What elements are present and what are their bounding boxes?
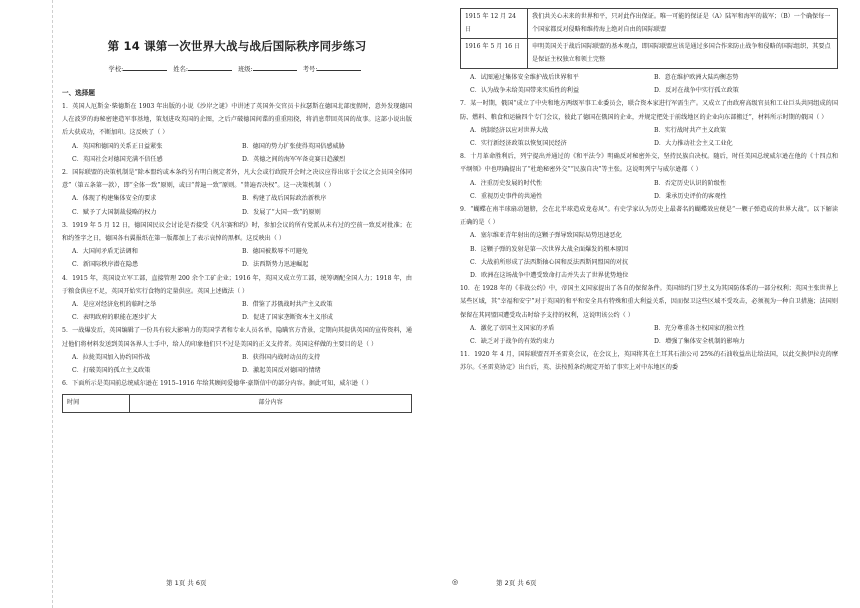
option-group bbox=[460, 229, 838, 282]
option-b[interactable]: B．获得国内战时动员的支持 bbox=[242, 353, 321, 361]
option-c[interactable]: C．赋予了大国制裁侵略的权力 bbox=[72, 208, 157, 216]
question-10 bbox=[460, 282, 838, 348]
option-a[interactable]: A．是应对经济危机的临时之举 bbox=[72, 301, 157, 309]
page-divider-symbol: ◎ bbox=[452, 578, 459, 586]
option-group bbox=[62, 192, 412, 218]
question-6 bbox=[62, 377, 412, 413]
option-b[interactable]: B．德国的势力扩张使得英国倍感威胁 bbox=[242, 142, 345, 150]
option-a[interactable]: A．统制经济以应对世界大战 bbox=[470, 126, 549, 134]
option-c[interactable]: C．重视历史事件的共通性 bbox=[470, 192, 543, 200]
option-a[interactable]: A．大国间矛盾无法调和 bbox=[72, 248, 138, 256]
table-row bbox=[461, 9, 838, 39]
table-cell-time: 1915 年 12 月 24 日 bbox=[461, 9, 528, 39]
school-blank[interactable] bbox=[123, 70, 167, 71]
question-stem: 5．一战爆发后，英国编辑了一份具有较大影响力的美国学者和专业人员名单，隐瞒官方背景，定期向其提供英国的宣传资料，通过他们将材料发送到美国各界人士手中，给人的印象他们只不过是美国的正义支持者。英国这样做的主要目的是（ ） bbox=[62, 327, 412, 348]
option-d[interactable]: D．反对在战争中实行孤立政策 bbox=[654, 87, 739, 95]
option-b[interactable]: B．德国被欺辱不可避免 bbox=[242, 248, 308, 256]
option-c[interactable]: C．实行新经济政策以恢复国民经济 bbox=[470, 140, 567, 148]
option-b[interactable]: B．意在维护欧洲大陆均衡态势 bbox=[654, 74, 739, 81]
option-d[interactable]: D．发展了“大国一致”的原则 bbox=[242, 208, 321, 216]
question-stem: 10．在 1928 年的《非战公约》中，帝国主义国家提出了各自的保留条件。美国缔约门罗主义为其国防体系的一部分权利；英国主张世界上某些区域，其“幸福和安宁”对于英国的和平和安全具有特殊和重大利益关系，因而保卫这些区域不受攻击，必须视为一种自卫措施；法国则保留在其同盟国遭受攻击时给予支持的权利，这说明该公约（ ） bbox=[460, 285, 838, 319]
exam-number-label: 考号: bbox=[302, 66, 318, 73]
option-b[interactable]: B．构建了战后国际政治新秩序 bbox=[242, 195, 327, 203]
class-blank[interactable] bbox=[253, 70, 297, 71]
question-stem: 3．1919 年 5 月 12 日，德国国民议会讨论是否接受《凡尔赛和约》时，参加会议的所有党派从未有过的空前一致反对批准；在和约签字之日，德国各右翼报纸在第一版都加上了表示哀悼的黑框。这反映出（ ） bbox=[62, 221, 412, 243]
question-5 bbox=[62, 324, 412, 377]
table-cell-content: 申明美国关于战后国际联盟的基本观点，即国际联盟应该是通过多国合作来防止战争和侵略的国际组织，其要点是保证主权独立和领土完整 bbox=[528, 39, 838, 69]
option-group bbox=[62, 140, 412, 166]
option-b[interactable]: B．否定历史认识的阶级性 bbox=[654, 179, 727, 187]
table-header-content: 部分内容 bbox=[130, 395, 412, 413]
option-c[interactable]: C．打破美国的孤立主义政策 bbox=[72, 367, 151, 375]
option-c[interactable]: C．认为战争未给美国带来实质性的利益 bbox=[470, 87, 580, 95]
question-stem: 2．国际联盟的决策机制是“除本盟约或本条约另有明白规定者外，凡大会或行政院开会时之决议应得出席于会议之会员国全体同意”（第五条第一款），即“全体一致”原则，或曰“普遍一致”原则。“普遍否决权”。这一决策机制（ ） bbox=[62, 169, 412, 190]
question-8 bbox=[460, 150, 838, 203]
question-3 bbox=[62, 219, 412, 272]
question-11 bbox=[460, 348, 838, 374]
option-a[interactable]: A．注重历史发展的时代性 bbox=[470, 179, 542, 187]
option-d[interactable]: D．大力推动社会主义工业化 bbox=[654, 140, 733, 148]
option-group bbox=[62, 245, 412, 271]
option-c[interactable]: C．表明政府的职能在逐步扩大 bbox=[72, 314, 157, 322]
question-2 bbox=[62, 166, 412, 219]
q6-option-group bbox=[460, 71, 838, 97]
option-d[interactable]: D．秉承历史评价的客观性 bbox=[654, 192, 727, 200]
table-cell-time: 1916 年 5 月 16 日 bbox=[461, 39, 528, 69]
question-1 bbox=[62, 100, 412, 166]
option-d[interactable]: D．促进了国家垄断资本主义形成 bbox=[242, 314, 333, 322]
student-info-line bbox=[62, 64, 412, 73]
table-cell-content: 我们共关心未来的世界和平，只对此作出保证。唯一可能的保证是（A）陆军和海军的裁军；（B）一个确保每一个国家都反对侵略和维持海上绝对自由的国际联盟 bbox=[528, 9, 838, 39]
option-d[interactable]: D．英德之间的海军军备竞赛日趋激烈 bbox=[242, 155, 346, 163]
option-group bbox=[460, 322, 838, 348]
school-label: 学校: bbox=[108, 66, 124, 73]
question-stem: 4．1915 年，英国设立军工部，直接管理 200 余个工矿企业；1916 年，英国又成立劳工部，统筹调配全国人力；1918 年，由于粮食供应不足，英国开始实行食物的定量供应。英国上述做法（ ） bbox=[62, 274, 412, 295]
class-label: 班级: bbox=[238, 66, 253, 73]
option-c[interactable]: C．缺乏对于战争的有效约束力 bbox=[470, 338, 555, 346]
name-blank[interactable] bbox=[188, 70, 232, 71]
question-9 bbox=[460, 203, 838, 282]
question-stem: 1．英国人厄斯金·柴德斯在 1903 年出版的小说《沙岸之谜》中讲述了英国外交官员卡拉瑟斯在德国北部度假时，意外发现德国人在波罗的海秘密建造军事基地，策划进攻英国的企图，之后卢破德国间谍的重重阻挠，将消息带回英国的故事。这部小说出版后大获成功，不断加印。这反映了（ ） bbox=[62, 103, 412, 137]
question-7 bbox=[460, 97, 838, 150]
question-stem: 11．1920 年 4 月，国际联盟召开圣雷莫会议，在会议上，英国将其在土耳其石油公司 25%的石油收益出让给法国，以此交换伊拉克的摩苏尔。《圣雷莫协定》出台后，英、法按照条约规定开始了事实上对中东地区的委 bbox=[460, 351, 838, 372]
q6-table-header bbox=[62, 394, 412, 413]
option-b[interactable]: B．这颗子弹的发射是第一次世界大战全面爆发的根本原因 bbox=[470, 245, 629, 253]
question-stem: 7．某一时期，俄国“成立了中央和地方两级军事工业委员会，联合资本家进行军需生产。又成立了由政府高级官员和工业巨头共同组成的国防、燃料、粮食和运输四个专门会议，彼此了德国在俄国的企业，并规定把处于前线地区的企业向东部搬迁”，材料所示时期的俄国（ ） bbox=[460, 100, 838, 121]
option-c[interactable]: C．英国社会对德国充满不信任感 bbox=[72, 155, 163, 163]
name-label: 姓名: bbox=[173, 66, 188, 73]
page-number-right: 第 2页 共 6页 bbox=[496, 579, 537, 587]
page-number-left: 第 1页 共 6页 bbox=[166, 579, 207, 587]
option-a[interactable]: A．塞尔维亚青年射出的这颗子弹导致国际局势迅速恶化 bbox=[470, 232, 622, 240]
table-row bbox=[461, 39, 838, 69]
option-a[interactable]: A．体现了构建集体安全的要求 bbox=[72, 195, 157, 203]
option-d[interactable]: D．增强了集体安全机制的影响力 bbox=[654, 338, 745, 346]
option-a[interactable]: A．激化了帝国主义国家的矛盾 bbox=[470, 324, 555, 332]
table-header-time: 时间 bbox=[63, 395, 130, 413]
question-stem: 6．下面所示是美国前总统威尔逊在 1915–1916 年给其顾问爱德华·豪斯信中的部分内容。据此可知，威尔逊（ ） bbox=[62, 380, 373, 388]
question-stem: 8．十月革命胜利后，列宁提出并通过的《和平法令》明确反对秘密外交，坚持民族自决权。随后，时任美国总统威尔逊在他的《十四点和平纲领》中也明确提出了“杜绝秘密外交”“民族自决”等主张。这说明列宁与威尔逊都（ ） bbox=[460, 153, 838, 174]
option-b[interactable]: B．实行战时共产主义政策 bbox=[654, 126, 727, 134]
option-c[interactable]: C．新国际秩序潜在隐患 bbox=[72, 261, 139, 269]
option-group bbox=[62, 351, 412, 377]
document-title: 第 14 课第一次世界大战与战后国际秩序同步练习 bbox=[107, 39, 367, 53]
option-d[interactable]: D．法西斯势力迅速崛起 bbox=[242, 261, 309, 269]
question-stem: 9．“蝴蝶在南半球扇动翅膀，会在北半球造成龙卷风”。有史学家认为历史上最著名的蝴蝶效应便是“一颗子弹造成的世界大战”。以下解读正确的是（ ） bbox=[460, 206, 838, 227]
option-c[interactable]: C．大战前所形成了法西斯轴心国和反法西斯同盟国的对抗 bbox=[470, 258, 629, 266]
section-title: 一、选择题 bbox=[62, 89, 95, 97]
q6-table-body bbox=[460, 8, 838, 69]
option-d[interactable]: D．激起美国反对德国的情绪 bbox=[242, 367, 321, 375]
option-group bbox=[62, 298, 412, 324]
option-a[interactable]: A．英国和德国的关系正日益紧张 bbox=[72, 142, 163, 150]
page-right bbox=[430, 0, 860, 608]
option-d[interactable]: D．欧洲在这场战争中遭受致命打击并失去了世界优势地位 bbox=[470, 272, 629, 280]
option-group bbox=[460, 124, 838, 150]
option-a[interactable]: A．试图通过集体安全维护战后世界和平 bbox=[470, 74, 579, 81]
question-4 bbox=[62, 272, 412, 325]
option-b[interactable]: B．充分尊重各主权国家的独立性 bbox=[654, 324, 745, 332]
exam-number-blank[interactable] bbox=[317, 70, 361, 71]
option-b[interactable]: B．借鉴了苏俄战时共产主义政策 bbox=[242, 301, 333, 309]
option-group bbox=[460, 177, 838, 203]
option-a[interactable]: A．拉拢美国加入协约国作战 bbox=[72, 353, 151, 361]
